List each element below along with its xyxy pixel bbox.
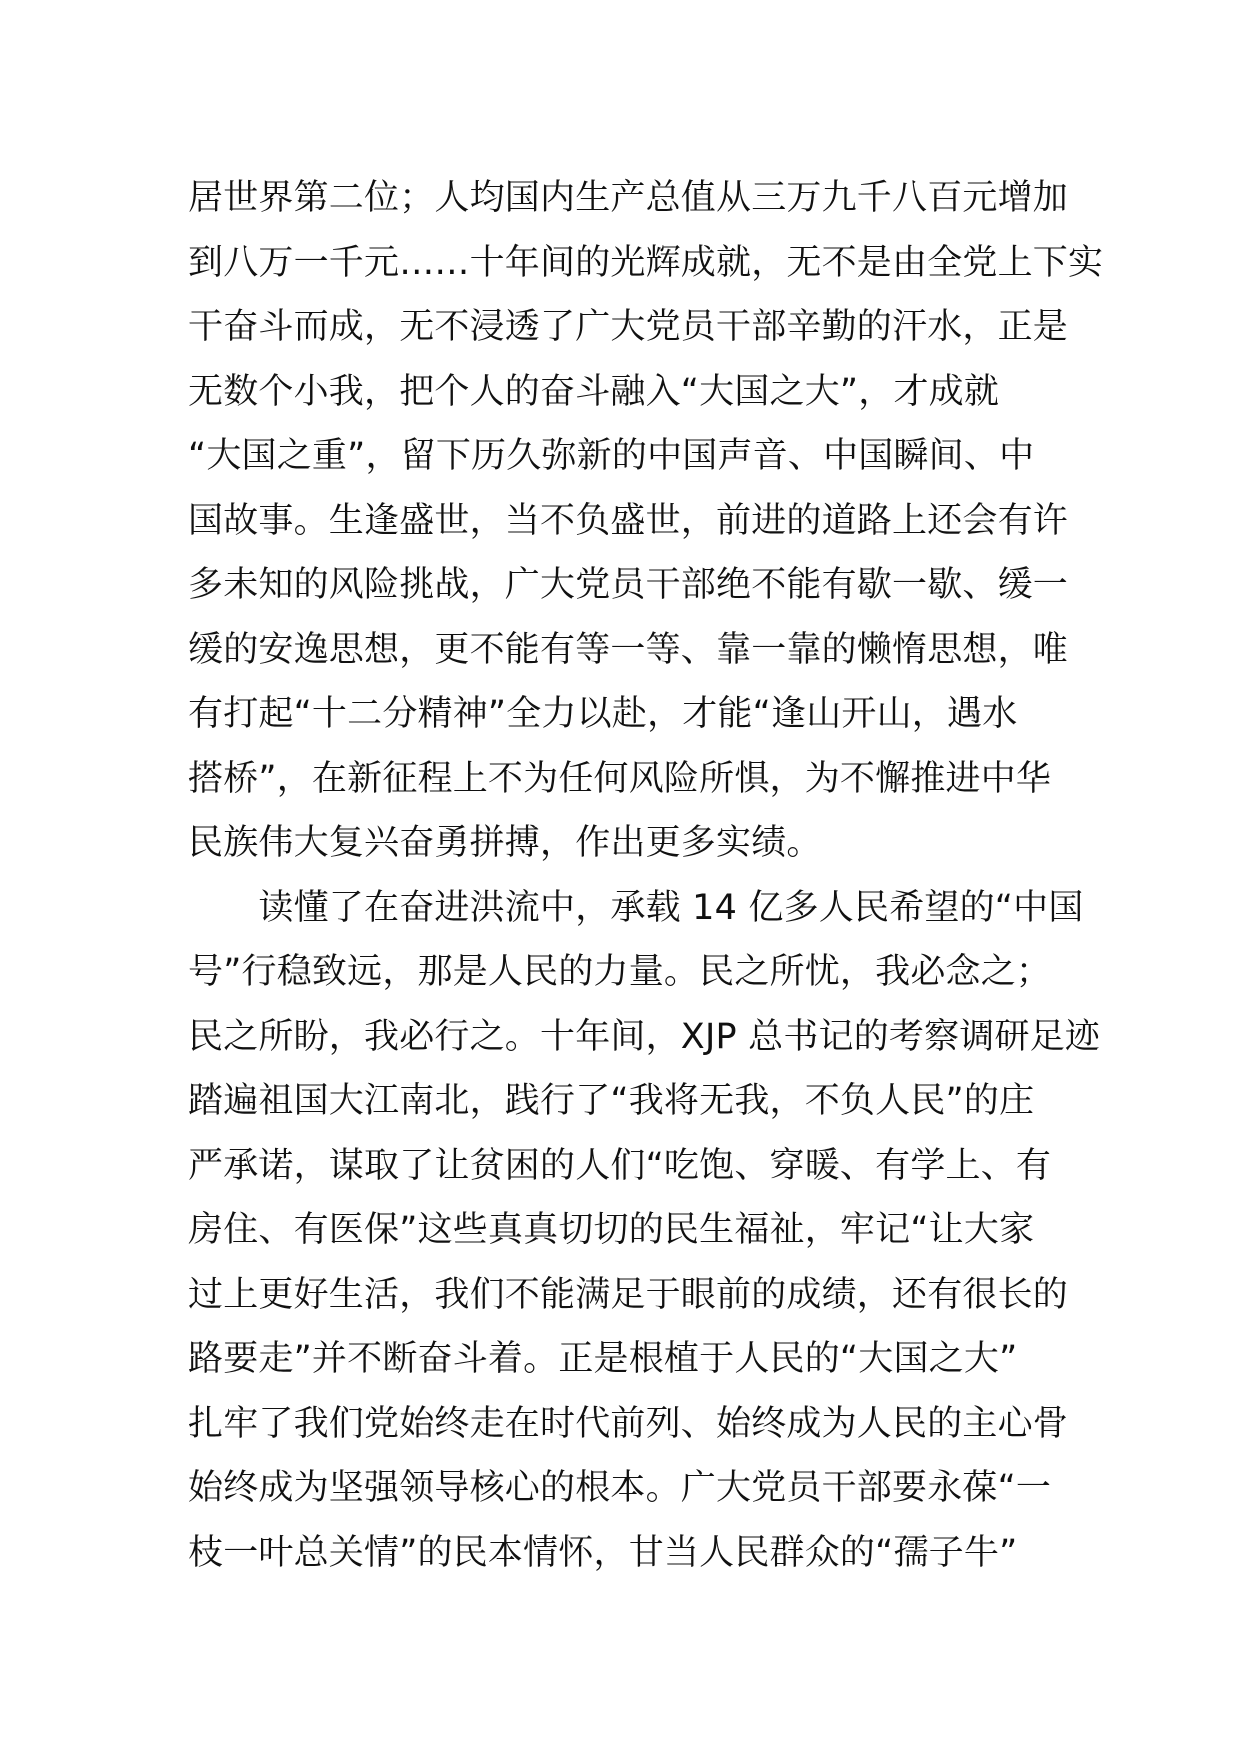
text-line: 到八万一千元……十年间的光辉成就，无不是由全党上下实 [188,242,1104,283]
text-line: 路要走”并不断奋斗着。正是根植于人民的“大国之大” [188,1339,1018,1379]
text-line: 始终成为坚强领导核心的根本。广大党员干部要永葆“一 [188,1468,1052,1508]
text-line: 无数个小我，把个人的奋斗融入“大国之大”，才成就 [188,371,1000,412]
text-line: 踏遍祖国大江南北，践行了“我将无我，不负人民”的庄 [188,1081,1035,1121]
text-line: 多未知的风险挑战，广大党员干部绝不能有歇一歇、缓一 [188,565,1069,605]
text-line: 严承诺，谋取了让贫困的人们“吃饱、穿暖、有学上、有 [188,1145,1052,1186]
text-line: 缓的安逸思想，更不能有等一等、靠一靠的懒惰思想，唯 [188,629,1069,670]
text-line: 房住、有医保”这些真真切切的民生福祉，牢记“让大家 [188,1210,1035,1250]
text-line: 民之所盼，我必行之。十年间，XJP 总书记的考察调研足迹 [188,1016,1101,1057]
text-line: 居世界第二位；人均国内生产总值从三万九千八百元增加 [188,178,1069,218]
paragraph-start-line: 读懂了在奋进洪流中，承载 14 亿多人民希望的“中国 [188,887,1084,928]
text-line: 民族伟大复兴奋勇拼搏，作出更多实绩。 [188,823,822,863]
text-line: 有打起“十二分精神”全力以赴，才能“逢山开山，遇水 [188,694,1018,734]
text-line: 国故事。生逢盛世，当不负盛世，前进的道路上还会有许 [188,500,1069,541]
body-text [188,166,1104,1585]
text-line: 搭桥”，在新征程上不为任何风险所惧，为不懈推进中华 [188,758,1052,799]
text-line: 号”行稳致远，那是人民的力量。民之所忧，我必念之； [188,952,1052,992]
text-line: “大国之重”，留下历久弥新的中国声音、中国瞬间、中 [188,436,1035,476]
text-line: 干奋斗而成，无不浸透了广大党员干部辛勤的汗水，正是 [188,307,1069,347]
text-line: 枝一叶总关情”的民本情怀，甘当人民群众的“孺子牛” [188,1532,1018,1573]
text-line: 过上更好生活，我们不能满足于眼前的成绩，还有很长的 [188,1274,1069,1315]
text-line: 扎牢了我们党始终走在时代前列、始终成为人民的主心骨 [188,1403,1069,1444]
